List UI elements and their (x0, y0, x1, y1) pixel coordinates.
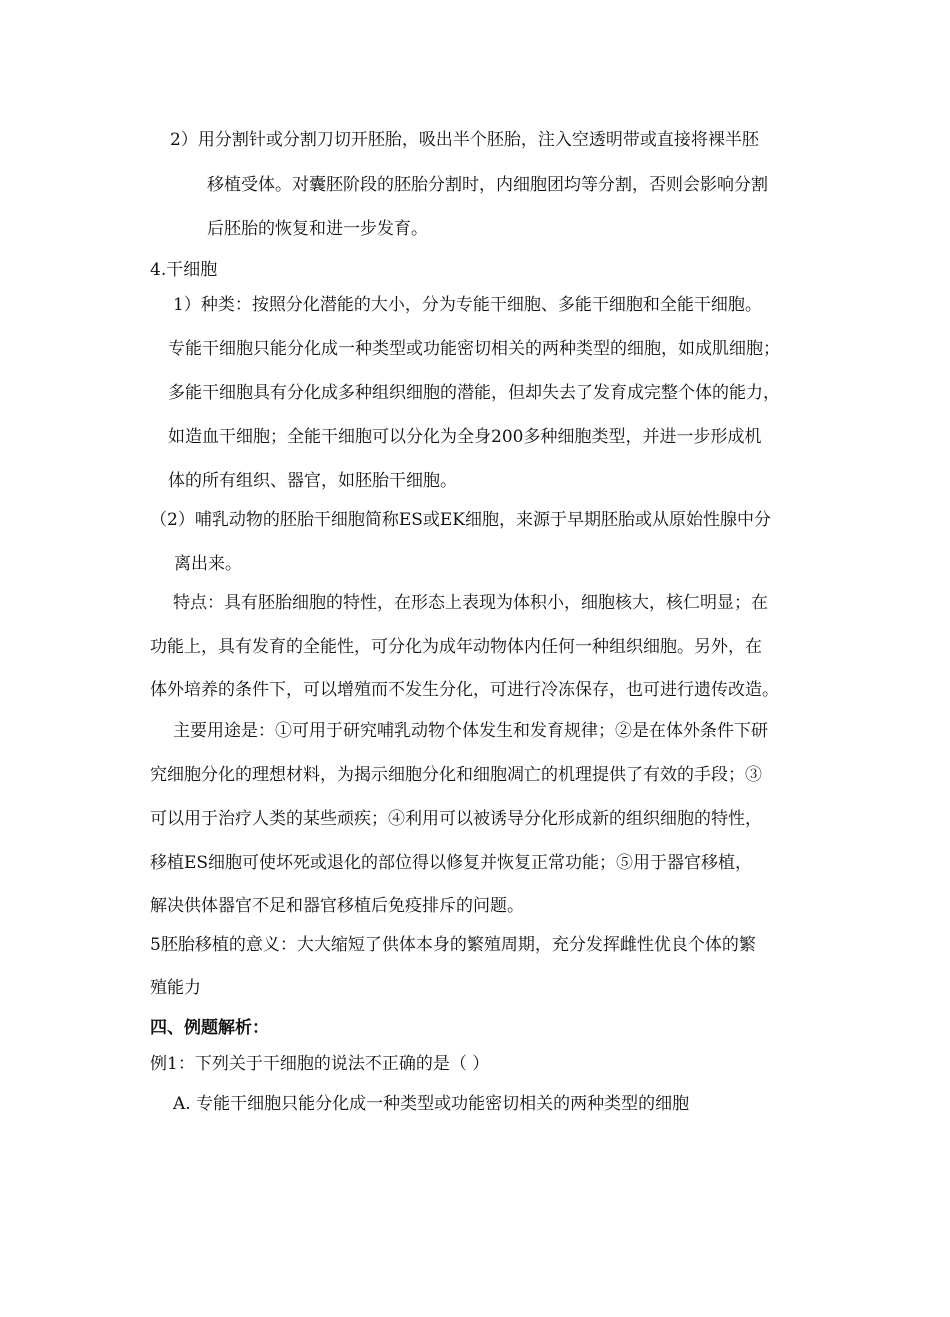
section-heading-example: 四、例题解析： (150, 1018, 269, 1038)
section-heading-4: 4.干细胞 (150, 260, 218, 280)
text-line-17: 可以用于治疗人类的某些顽疾；④利用可以被诱导分化形成新的组织细胞的特性， (150, 809, 762, 829)
text-line-5: 1）种类：按照分化潜能的大小，分为专能干细胞、多能干细胞和全能干细胞。 (173, 295, 762, 315)
question-stem: 例1：下列关于干细胞的说法不正确的是（ ） (150, 1054, 490, 1074)
text-line-2: 移植受体。对囊胚阶段的胚胎分割时，内细胞团均等分割，否则会影响分割 (207, 175, 768, 195)
text-line-7: 多能干细胞具有分化成多种组织细胞的潜能，但却失去了发育成完整个体的能力， (168, 383, 780, 403)
text-line-18: 移植ES细胞可使坏死或退化的部位得以修复并恢复正常功能；⑤用于器官移植， (150, 853, 753, 873)
text-line-20: 5胚胎移植的意义：大大缩短了供体本身的繁殖周期，充分发挥雌性优良个体的繁 (150, 935, 756, 955)
text-line-11: 离出来。 (174, 554, 242, 574)
text-line-15: 主要用途是：①可用于研究哺乳动物个体发生和发育规律；②是在体外条件下研 (173, 721, 768, 741)
text-line-8: 如造血干细胞；全能干细胞可以分化为全身200多种细胞类型，并进一步形成机 (168, 427, 762, 447)
option-a: A. 专能干细胞只能分化成一种类型或功能密切相关的两种类型的细胞 (173, 1094, 690, 1114)
text-line-3: 后胚胎的恢复和进一步发育。 (207, 219, 428, 239)
text-line-14: 体外培养的条件下，可以增殖而不发生分化，可进行冷冻保存，也可进行遗传改造。 (150, 680, 779, 700)
text-line-21: 殖能力 (150, 978, 201, 998)
text-line-1: 2）用分割针或分割刀切开胚胎，吸出半个胚胎，注入空透明带或直接将裸半胚 (170, 130, 759, 150)
text-line-19: 解决供体器官不足和器官移植后免疫排斥的问题。 (150, 896, 524, 916)
text-line-6: 专能干细胞只能分化成一种类型或功能密切相关的两种类型的细胞，如成肌细胞； (168, 339, 780, 359)
text-line-12: 特点：具有胚胎细胞的特性，在形态上表现为体积小，细胞核大，核仁明显；在 (173, 593, 768, 613)
text-line-16: 究细胞分化的理想材料，为揭示细胞分化和细胞凋亡的机理提供了有效的手段；③ (150, 765, 762, 785)
text-line-13: 功能上，具有发育的全能性，可分化为成年动物体内任何一种组织细胞。另外，在 (150, 637, 762, 657)
text-line-10: （2）哺乳动物的胚胎干细胞简称ES或EK细胞，来源于早期胚胎或从原始性腺中分 (150, 510, 771, 530)
text-line-9: 体的所有组织、器官，如胚胎干细胞。 (168, 471, 457, 491)
